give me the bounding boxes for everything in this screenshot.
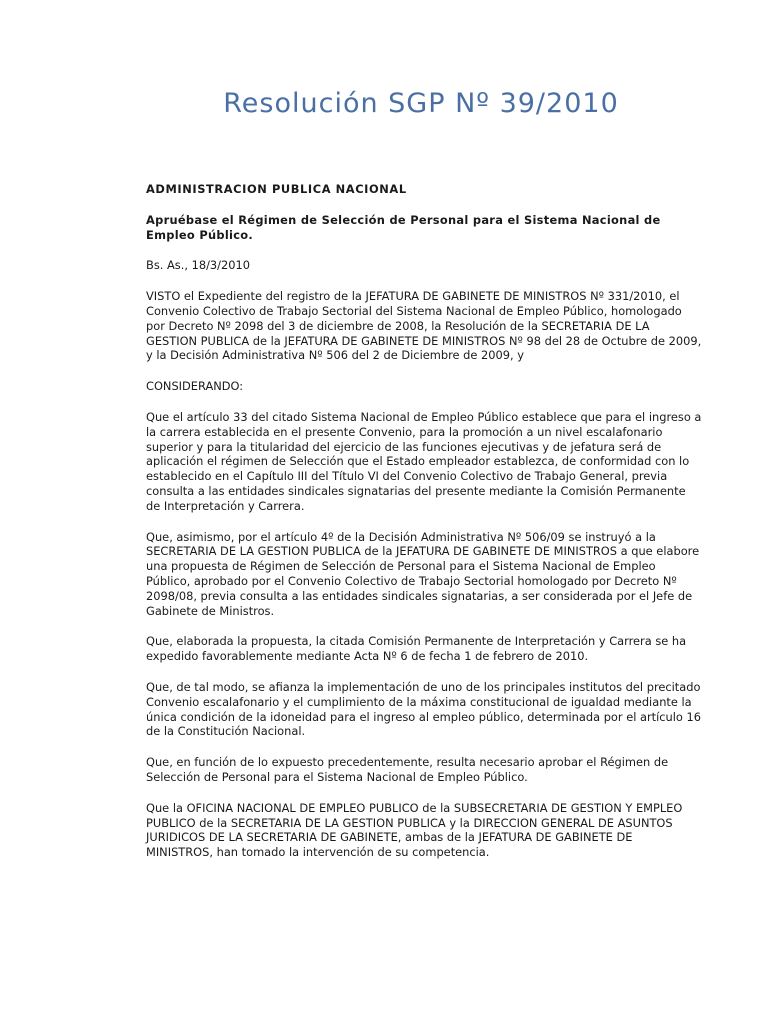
paragraph-visto: VISTO el Expediente del registro de la JEFATURA DE GABINETE DE MINISTROS Nº 331/2010, el Convenio Colectivo de Trabajo Sectorial del Sistema Nacional de Empleo Público, homologado por Decreto Nº 2098 del 3 de diciembre de 2008, la Resolución de la SECRETARIA DE LA GESTION PUBLICA de la JEFATURA DE GABINETE DE MINISTROS Nº 98 del 28 de Octubre de 2009, y la Decisión Administrativa Nº 506 del 2 de Diciembre de 2009, y: [146, 289, 702, 363]
document-subheading: Apruébase el Régimen de Selección de Personal para el Sistema Nacional de Empleo Público.: [146, 212, 661, 242]
paragraph: Que la OFICINA NACIONAL DE EMPLEO PUBLICO de la SUBSECRETARIA DE GESTION Y EMPLEO PUBLICO de la SECRETARIA DE LA GESTION PUBLICA y la DIRECCION GENERAL DE ASUNTOS JURIDICOS DE LA SECRETARIA DE GABINETE, ambas de la JEFATURA DE GABINETE DE MINISTROS, han tomado la intervención de su competencia.: [146, 800, 683, 860]
paragraph: Que, de tal modo, se afianza la implementación de uno de los principales institutos del precitado Convenio escalafonario y el cumplimiento de la máxima constitucional de igualdad mediante la única condición de la idoneidad para el ingreso al empleo público, determinada por el artículo 16 de la Constitución Nacional.: [146, 679, 702, 739]
paragraph: Que, en función de lo expuesto precedentemente, resulta necesario aprobar el Régimen de Selección de Personal para el Sistema Nacional de Empleo Público.: [146, 755, 669, 784]
section-heading: ADMINISTRACION PUBLICA NACIONAL: [146, 182, 407, 196]
document-body: [146, 182, 702, 876]
document-title: Resolución SGP Nº 39/2010: [223, 88, 619, 120]
paragraph: Que, elaborada la propuesta, la citada Comisión Permanente de Interpretación y Carrera se ha expedido favorablemente mediante Acta Nº 6 de fecha 1 de febrero de 2010.: [146, 634, 687, 664]
paragraph: Que, asimismo, por el artículo 4º de la Decisión Administrativa Nº 506/09 se instruyó a la SECRETARIA DE LA GESTION PUBLICA de la JEFATURA DE GABINETE DE MINISTROS a que elabore una propuesta de Régimen de Selección de Personal para el Sistema Nacional de Empleo Público, aprobado por el Convenio Colectivo de Trabajo Sectorial homologado por Decreto Nº 2098/08, previa consulta a las entidades sindicales signatarias, a ser considerada por el Jefe de Gabinete de Ministros.: [146, 529, 700, 618]
paragraph-considerando: CONSIDERANDO:: [146, 379, 244, 394]
date-line: Bs. As., 18/3/2010: [146, 258, 250, 273]
paragraph: Que el artículo 33 del citado Sistema Nacional de Empleo Público establece que para el ingreso a la carrera establecida en el presente Convenio, para la promoción a un nivel escalafonario superior y para la titularidad del ejercicio de las funciones ejecutivas y de jefatura será de aplicación el régimen de Selección que el Estado empleador establezca, de conformidad con lo establecido en el Capítulo III del Título VI del Convenio Colectivo de Trabajo General, previa consulta a las entidades sindicales signatarias del presente mediante la Comisión Permanente de Interpretación y Carrera.: [146, 409, 702, 513]
